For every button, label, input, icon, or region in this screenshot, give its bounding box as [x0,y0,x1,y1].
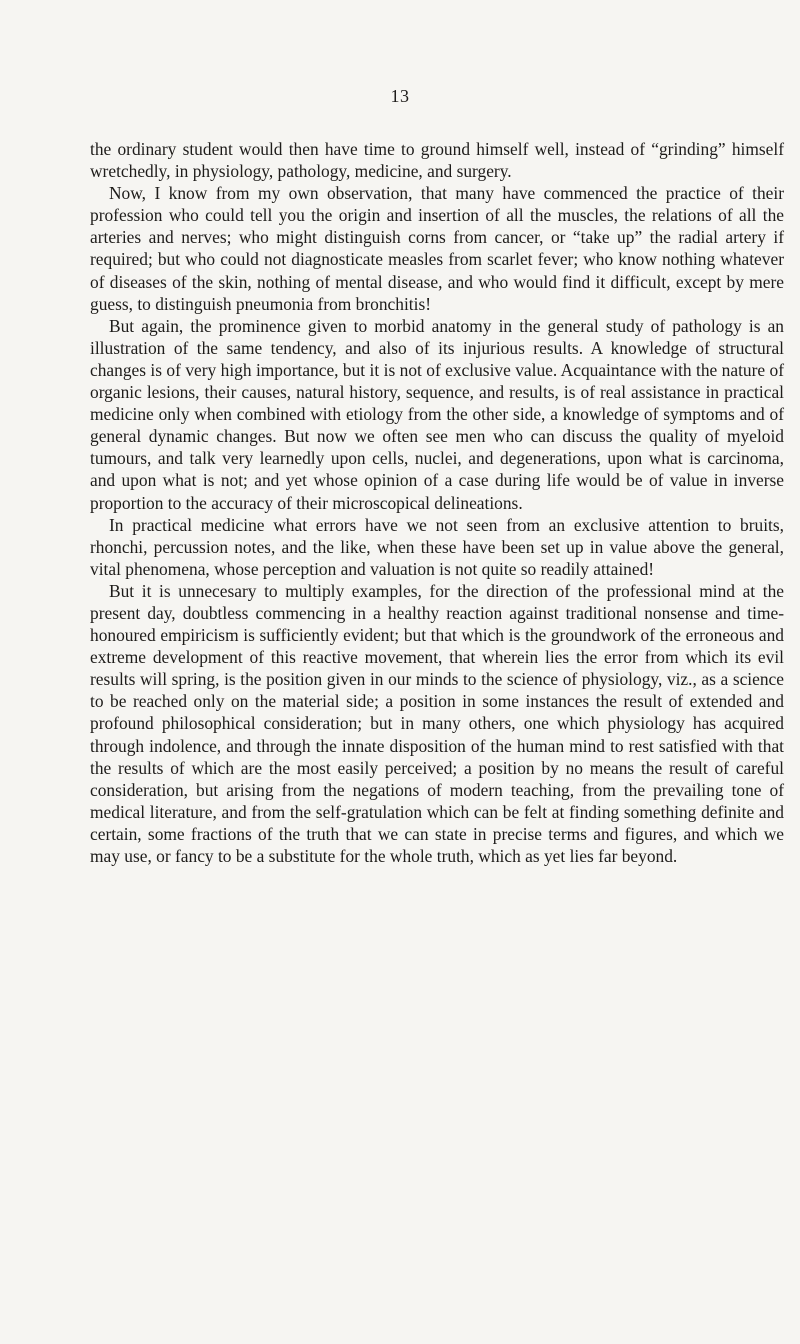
paragraph-3: But again, the prominence given to morbid anatomy in the general study of pathology is an illustration of the same tendency, and also of its injurious results. A knowledge of structural changes is of very high importance, but it is not of exclusive value. Acquaintance with the nature of organic lesions, their causes, natural history, sequence, and results, is of real assistance in practical medicine only when combined with etiology from the other side, a knowledge of symptoms and of general dynamic changes. But now we often see men who can discuss the quality of myeloid tumours, and talk very learnedly upon cells, nuclei, and degenerations, upon what is carcinoma, and upon what is not; and yet whose opinion of a case during life would be of value in inverse proportion to the accuracy of their microscopical delineations. [90,315,784,513]
paragraph-2: Now, I know from my own observation, that many have commenced the practice of their profession who could tell you the origin and insertion of all the muscles, the relations of all the arteries and nerves; who might distinguish corns from cancer, or “take up” the radial artery if required; but who could not diagnosticate measles from scarlet fever; who know nothing whatever of diseases of the skin, nothing of mental disease, and who would find it difficult, except by mere guess, to distinguish pneumonia from bronchitis! [90,183,784,314]
paragraph-5: But it is unnecesary to multiply examples, for the direction of the professional mind at the present day, doubtless commencing in a healthy reaction against traditional nonsense and time-honoured empiricism is sufficiently evident; but that which is the groundwork of the erroneous and extreme development of this reactive movement, that wherein lies the error from which its evil results will spring, is the position given in our minds to the science of physiology, viz., as a science to be reached only on the material side; a position in some instances the result of extended and profound philosophical consideration; but in many others, one which physiology has acquired through indolence, and through the innate disposition of the human mind to rest satisfied with that the results of which are the most easily perceived; a position by no means the result of careful consideration, but arising from the negations of modern teaching, from the prevailing tone of medical literature, and from the self-gratulation which can be felt at finding something definite and certain, some fractions of the truth that we can state in precise terms and figures, and which we may use, or fancy to be a substitute for the whole truth, which as yet lies far beyond. [90,580,784,866]
paragraph-1: the ordinary student would then have time to ground himself well, instead of “grinding” himself wretchedly, in physiology, pathology, medicine, and surgery. [90,139,784,182]
paragraph-4: In practical medicine what errors have we not seen from an exclusive attention to bruits, rhonchi, percussion notes, and the like, when these have been set up in value above the general, vital phenomena, whose perception and valuation is not quite so readily attained! [90,514,784,579]
body-text [90,138,784,867]
page-number: 13 [390,86,410,106]
